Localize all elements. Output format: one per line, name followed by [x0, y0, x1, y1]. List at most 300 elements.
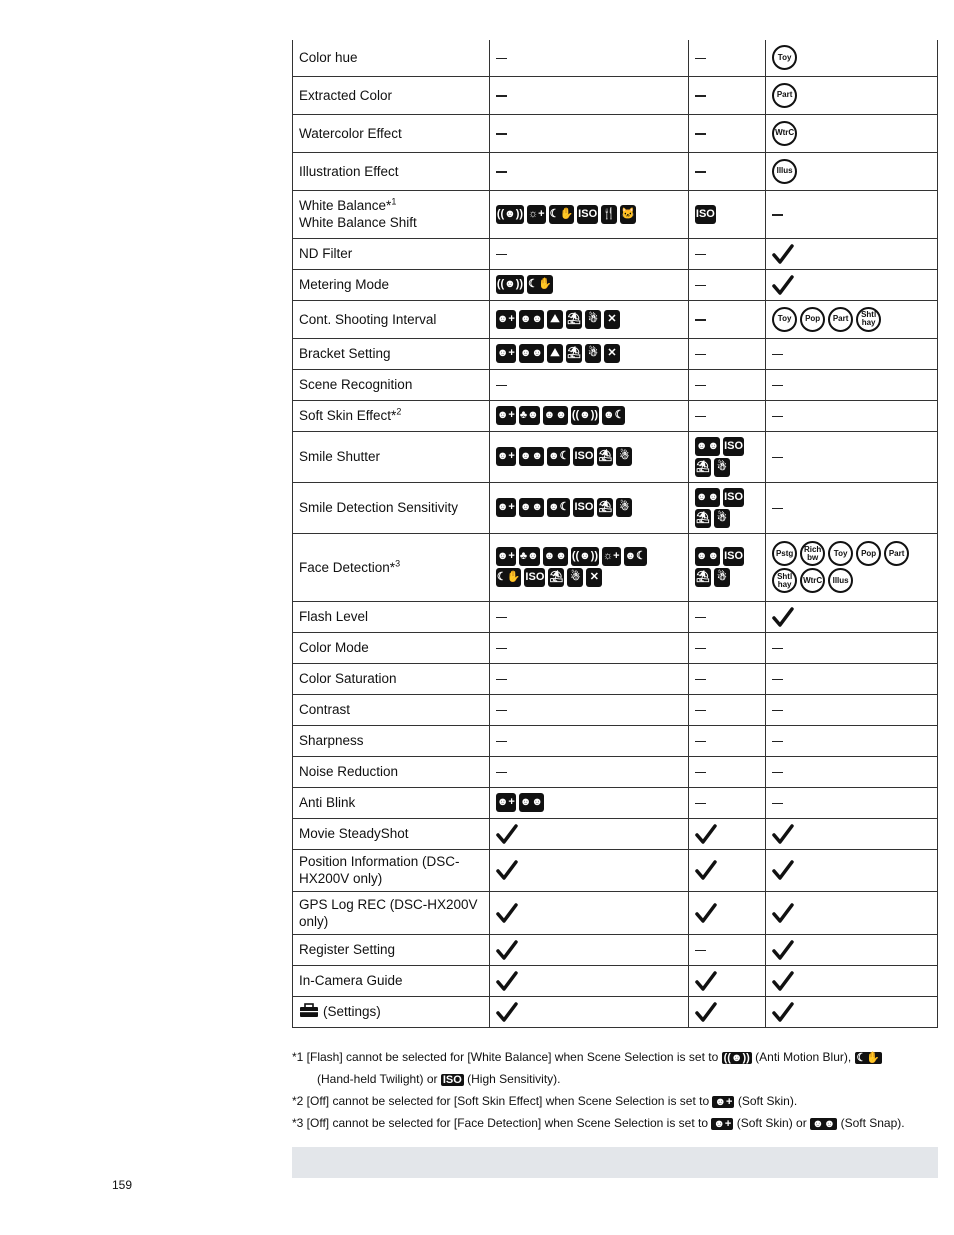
- availability-cell: [766, 694, 938, 725]
- mode-icon-list: [695, 547, 759, 587]
- effect-mode-icon: Part: [884, 541, 909, 566]
- not-available-dash: [496, 133, 507, 135]
- check-icon: [496, 941, 518, 956]
- availability-cell: [688, 482, 765, 533]
- not-available-dash: [772, 508, 783, 510]
- scene-mode-icon: 🍴: [601, 205, 617, 224]
- scene-mode-icon: 🐱: [620, 205, 636, 224]
- mode-icon-list: [496, 406, 668, 425]
- setting-label: Flash Level: [299, 609, 369, 624]
- setting-name: [293, 269, 490, 300]
- setting-name: [293, 338, 490, 369]
- setting-label: ND Filter: [299, 246, 353, 261]
- scene-mode-icon: ☻+: [496, 793, 516, 812]
- availability-cell: [489, 996, 688, 1027]
- table-row: [293, 190, 938, 238]
- check-icon: [695, 1003, 717, 1018]
- page-number: 159: [112, 1178, 133, 1192]
- setting-label: Register Setting: [299, 942, 396, 957]
- mode-icon-list: [695, 437, 759, 477]
- check-icon: [772, 825, 794, 840]
- scene-mode-icon: ☻☻: [519, 793, 544, 812]
- setting-name: [293, 482, 490, 533]
- not-available-dash: [496, 772, 507, 774]
- not-available-dash: [695, 617, 706, 619]
- scene-mode-icon: ISO: [723, 437, 744, 456]
- not-available-dash: [695, 133, 706, 135]
- not-available-dash: [695, 679, 706, 681]
- availability-cell: [766, 934, 938, 965]
- availability-cell: [688, 300, 765, 338]
- check-icon: [695, 904, 717, 919]
- effect-mode-icon: Toy: [772, 45, 797, 70]
- availability-cell: [688, 818, 765, 849]
- scene-mode-icon: ☻☾: [602, 406, 625, 425]
- scene-mode-icon: ☻☻: [543, 547, 568, 566]
- setting-label: Color hue: [299, 50, 358, 66]
- effect-mode-icon: Pstg: [772, 541, 797, 566]
- table-row: [293, 891, 938, 934]
- footnote-ref: 1: [391, 196, 397, 207]
- availability-cell: [489, 849, 688, 891]
- not-available-dash: [772, 772, 783, 774]
- availability-cell: [688, 76, 765, 114]
- scene-mode-icon: ☻☻: [543, 406, 568, 425]
- setting-name: [293, 190, 490, 238]
- check-icon: [772, 245, 794, 260]
- setting-name: [293, 40, 490, 76]
- availability-cell: [489, 533, 688, 601]
- setting-name: [293, 369, 490, 400]
- setting-label: Smile Detection Sensitivity: [299, 500, 459, 515]
- setting-label: GPS Log REC (DSC-HX200V only): [299, 896, 478, 929]
- availability-cell: [766, 431, 938, 482]
- availability-cell: [688, 663, 765, 694]
- availability-cell: [688, 152, 765, 190]
- availability-cell: [766, 663, 938, 694]
- not-available-dash: [772, 648, 783, 650]
- availability-cell: [766, 190, 938, 238]
- table-row: [293, 76, 938, 114]
- availability-cell: [766, 818, 938, 849]
- table-row: [293, 663, 938, 694]
- setting-label: Bracket Setting: [299, 346, 391, 361]
- not-available-dash: [695, 416, 706, 418]
- check-icon: [695, 972, 717, 987]
- setting-name: [293, 818, 490, 849]
- setting-label: White Balance*: [299, 198, 392, 213]
- mode-icon-list: [695, 205, 759, 224]
- availability-cell: [489, 601, 688, 632]
- scene-mode-icon: ⛱: [597, 447, 613, 466]
- availability-cell: [688, 965, 765, 996]
- scene-mode-icon: ⛱: [695, 509, 711, 528]
- scene-mode-icon: ⛱: [566, 344, 582, 363]
- mode-icon-list: [772, 83, 931, 108]
- mode-icon-list: [772, 307, 931, 332]
- check-icon: [496, 904, 518, 919]
- setting-label: White Balance Shift: [299, 215, 417, 230]
- availability-cell: [489, 934, 688, 965]
- availability-cell: [489, 756, 688, 787]
- setting-label: Soft Skin Effect*: [299, 408, 397, 423]
- availability-cell: [489, 369, 688, 400]
- availability-cell: [688, 787, 765, 818]
- not-available-dash: [695, 950, 706, 952]
- check-icon: [772, 1003, 794, 1018]
- effect-mode-icon: Shtl hay: [856, 307, 881, 332]
- scene-mode-icon: ☻☾: [547, 447, 570, 466]
- availability-cell: [688, 400, 765, 431]
- availability-cell: [688, 632, 765, 663]
- scene-mode-icon: ISO: [577, 205, 598, 224]
- availability-cell: [688, 338, 765, 369]
- check-icon: [772, 941, 794, 956]
- check-icon: [772, 904, 794, 919]
- availability-cell: [766, 965, 938, 996]
- soft-snap-icon: ☻☻: [812, 1118, 836, 1130]
- setting-label: Watercolor Effect: [299, 125, 402, 141]
- mode-icon-list: [772, 45, 931, 70]
- scene-mode-icon: ☃: [567, 568, 583, 587]
- availability-cell: [688, 996, 765, 1027]
- availability-cell: [688, 533, 765, 601]
- footnote-ref: 2: [396, 406, 402, 417]
- setting-name: [293, 756, 490, 787]
- scene-mode-icon: ☻☻: [695, 488, 720, 507]
- setting-label: Position Information (DSC-HX200V only): [299, 854, 460, 886]
- not-available-dash: [496, 648, 507, 650]
- mode-icon-list: [496, 793, 668, 812]
- effect-mode-icon: Part: [772, 83, 797, 108]
- availability-cell: [688, 934, 765, 965]
- scene-mode-icon: ☃: [616, 447, 632, 466]
- setting-name: [293, 601, 490, 632]
- availability-cell: [688, 190, 765, 238]
- setting-label: Cont. Shooting Interval: [299, 311, 437, 327]
- scene-mode-icon: ☻+: [496, 498, 516, 517]
- scene-mode-icon: ☻☾: [624, 547, 647, 566]
- setting-label: Extracted Color: [299, 87, 393, 103]
- mode-icon-list: [496, 547, 668, 587]
- scene-mode-icon: ISO: [573, 498, 594, 517]
- not-available-dash: [496, 617, 507, 619]
- not-available-dash: [496, 254, 507, 256]
- setting-name: [293, 787, 490, 818]
- table-row: [293, 152, 938, 190]
- check-icon: [772, 608, 794, 623]
- scene-mode-icon: ((☻)): [496, 205, 524, 224]
- setting-label: Movie SteadyShot: [299, 826, 409, 841]
- availability-cell: [489, 694, 688, 725]
- availability-cell: [489, 891, 688, 934]
- scene-mode-icon: ⛰: [547, 310, 563, 329]
- table-row: [293, 787, 938, 818]
- effect-mode-icon: Illus: [772, 159, 797, 184]
- scene-mode-icon: ☻+: [496, 406, 516, 425]
- availability-cell: [766, 152, 938, 190]
- not-available-dash: [695, 710, 706, 712]
- scene-mode-icon: ISO: [695, 205, 716, 224]
- scene-mode-icon: ((☻)): [571, 406, 599, 425]
- table-row: [293, 431, 938, 482]
- setting-name: [293, 849, 490, 891]
- scene-mode-icon: ☻☻: [519, 498, 544, 517]
- not-available-dash: [695, 803, 706, 805]
- scene-mode-icon: ⛱: [548, 568, 564, 587]
- setting-name: [293, 431, 490, 482]
- scene-mode-icon: ⛱: [566, 310, 582, 329]
- availability-cell: [489, 40, 688, 76]
- availability-cell: [489, 238, 688, 269]
- availability-cell: [766, 996, 938, 1027]
- effect-mode-icon: Pop: [800, 307, 825, 332]
- scene-mode-icon: ✕: [604, 344, 620, 363]
- scene-mode-icon: ☻+: [496, 447, 516, 466]
- table-row: [293, 996, 938, 1027]
- check-icon: [496, 862, 518, 877]
- setting-name: [293, 632, 490, 663]
- effect-mode-icon: Pop: [856, 541, 881, 566]
- availability-cell: [489, 338, 688, 369]
- not-available-dash: [496, 710, 507, 712]
- not-available-dash: [695, 385, 706, 387]
- effect-mode-icon: Shtl hay: [772, 568, 797, 593]
- table-row: [293, 269, 938, 300]
- mode-icon-list: [695, 488, 759, 528]
- not-available-dash: [772, 214, 783, 216]
- availability-cell: [688, 114, 765, 152]
- availability-cell: [766, 238, 938, 269]
- setting-name: [293, 400, 490, 431]
- setting-label: Face Detection*: [299, 559, 396, 575]
- high-sensitivity-icon: ISO: [442, 1074, 462, 1086]
- scene-mode-icon: ☻☻: [519, 310, 544, 329]
- table-row: [293, 533, 938, 601]
- availability-cell: [489, 663, 688, 694]
- effect-mode-icon: Toy: [772, 307, 797, 332]
- setting-label: Smile Shutter: [299, 449, 381, 464]
- setting-label: Sharpness: [299, 733, 364, 748]
- availability-cell: [489, 76, 688, 114]
- effect-mode-icon: WtrC: [772, 121, 797, 146]
- scene-mode-icon: ☃: [714, 509, 730, 528]
- not-available-dash: [772, 416, 783, 418]
- availability-cell: [489, 787, 688, 818]
- scene-mode-icon: ⛱: [695, 568, 711, 587]
- table-row: [293, 756, 938, 787]
- setting-name: [293, 76, 490, 114]
- setting-name: [293, 891, 490, 934]
- not-available-dash: [695, 285, 706, 287]
- table-row: [293, 725, 938, 756]
- table-row: [293, 400, 938, 431]
- availability-cell: [489, 300, 688, 338]
- availability-cell: [688, 694, 765, 725]
- availability-cell: [489, 400, 688, 431]
- mode-icon-list: [496, 344, 668, 363]
- availability-cell: [688, 431, 765, 482]
- scene-mode-icon: ☻☻: [519, 344, 544, 363]
- setting-label: Scene Recognition: [299, 377, 413, 392]
- scene-mode-icon: ☻+: [496, 344, 516, 363]
- scene-mode-icon: ISO: [524, 568, 545, 587]
- setting-label: In-Camera Guide: [299, 973, 403, 988]
- table-row: [293, 694, 938, 725]
- effect-mode-icon: Rich bw: [800, 541, 825, 566]
- not-available-dash: [496, 95, 507, 97]
- availability-cell: [766, 300, 938, 338]
- scene-mode-icon: ⛰: [547, 344, 563, 363]
- availability-cell: [766, 76, 938, 114]
- availability-cell: [489, 431, 688, 482]
- setting-name: [293, 934, 490, 965]
- scene-mode-icon: ISO: [723, 488, 744, 507]
- scene-mode-icon: ☃: [714, 458, 730, 477]
- scene-mode-icon: ((☻)): [571, 547, 599, 566]
- not-available-dash: [772, 385, 783, 387]
- availability-cell: [766, 533, 938, 601]
- scene-mode-icon: ☻☻: [695, 437, 720, 456]
- scene-mode-icon: ♣☻: [519, 406, 540, 425]
- not-available-dash: [695, 171, 706, 173]
- mode-icon-list: [496, 447, 668, 466]
- setting-label: Metering Mode: [299, 277, 390, 292]
- not-available-dash: [496, 679, 507, 681]
- availability-cell: [766, 400, 938, 431]
- not-available-dash: [772, 457, 783, 459]
- scene-mode-icon: ⛱: [695, 458, 711, 477]
- setting-name: [293, 533, 490, 601]
- check-icon: [772, 276, 794, 291]
- table-row: [293, 632, 938, 663]
- table-row: [293, 965, 938, 996]
- setting-name: [293, 300, 490, 338]
- footnote-ref: 3: [395, 558, 401, 568]
- availability-cell: [766, 787, 938, 818]
- availability-cell: [688, 269, 765, 300]
- scene-mode-icon: ☼+: [527, 205, 546, 224]
- scene-mode-icon: ISO: [723, 547, 744, 566]
- not-available-dash: [772, 710, 783, 712]
- not-available-dash: [695, 95, 706, 97]
- footnote-2: *2 [Off] cannot be selected for [Soft Skin Effect] when Scene Selection is set to ☻+ (Soft Skin).: [292, 1094, 798, 1108]
- scene-mode-icon: ♣☻: [519, 547, 540, 566]
- mode-icon-list: [496, 310, 668, 329]
- table-row: [293, 849, 938, 891]
- availability-cell: [489, 114, 688, 152]
- effect-mode-icon: Part: [828, 307, 853, 332]
- not-available-dash: [695, 354, 706, 356]
- not-available-dash: [772, 741, 783, 743]
- table-row: [293, 238, 938, 269]
- scene-mode-icon: ☻☻: [695, 547, 720, 566]
- scene-mode-icon: ☾✋: [549, 205, 575, 224]
- not-available-dash: [496, 58, 507, 60]
- setting-name: [293, 996, 490, 1027]
- not-available-dash: [496, 171, 507, 173]
- scene-mode-icon: ⛱: [597, 498, 613, 517]
- setting-name: [293, 152, 490, 190]
- settings-compatibility-table: [292, 40, 938, 1028]
- not-available-dash: [695, 319, 706, 321]
- effect-mode-icon: Illus: [828, 568, 853, 593]
- scene-mode-icon: ✕: [604, 310, 620, 329]
- not-available-dash: [695, 254, 706, 256]
- availability-cell: [489, 818, 688, 849]
- availability-cell: [766, 369, 938, 400]
- availability-cell: [489, 269, 688, 300]
- table-row: [293, 300, 938, 338]
- availability-cell: [688, 601, 765, 632]
- check-icon: [496, 972, 518, 987]
- not-available-dash: [496, 385, 507, 387]
- mode-icon-list: [772, 541, 931, 593]
- availability-cell: [766, 269, 938, 300]
- table-row: [293, 369, 938, 400]
- hand-held-twilight-icon: ☾✋: [856, 1052, 881, 1064]
- setting-label: Color Saturation: [299, 671, 397, 686]
- not-available-dash: [772, 354, 783, 356]
- mode-icon-list: [496, 205, 668, 224]
- setting-label: (Settings): [323, 1004, 381, 1019]
- availability-cell: [766, 601, 938, 632]
- footnote-1: *1 [Flash] cannot be selected for [White Balance] when Scene Selection is set to ((☻)) (Anti Motion Blur), ☾✋: [292, 1050, 881, 1064]
- not-available-dash: [695, 648, 706, 650]
- availability-cell: [688, 756, 765, 787]
- check-icon: [695, 862, 717, 877]
- availability-cell: [766, 849, 938, 891]
- availability-cell: [766, 891, 938, 934]
- toolbox-icon: [299, 1004, 323, 1019]
- scene-mode-icon: ☼+: [602, 547, 621, 566]
- setting-name: [293, 965, 490, 996]
- setting-label: Noise Reduction: [299, 764, 399, 779]
- check-icon: [496, 825, 518, 840]
- not-available-dash: [695, 741, 706, 743]
- scene-mode-icon: ☃: [616, 498, 632, 517]
- availability-cell: [766, 114, 938, 152]
- table-row: [293, 818, 938, 849]
- not-available-dash: [772, 679, 783, 681]
- scene-mode-icon: ☾✋: [496, 568, 522, 587]
- footnote-3: *3 [Off] cannot be selected for [Face Detection] when Scene Selection is set to ☻+ (Soft Skin) or ☻☻ (Soft Snap).: [292, 1116, 905, 1130]
- anti-motion-blur-icon: ((☻)): [723, 1052, 750, 1064]
- availability-cell: [688, 369, 765, 400]
- section-bar: [292, 1147, 938, 1178]
- scene-mode-icon: ☻+: [496, 310, 516, 329]
- scene-mode-icon: ISO: [573, 447, 594, 466]
- availability-cell: [489, 965, 688, 996]
- availability-cell: [489, 482, 688, 533]
- setting-label: Anti Blink: [299, 795, 356, 810]
- footnote-1-cont: (Hand-held Twilight) or ISO (High Sensitivity).: [317, 1072, 561, 1086]
- table-row: [293, 40, 938, 76]
- scene-mode-icon: ☃: [714, 568, 730, 587]
- availability-cell: [489, 152, 688, 190]
- setting-name: [293, 238, 490, 269]
- check-icon: [695, 825, 717, 840]
- scene-mode-icon: ☃: [585, 344, 601, 363]
- table-row: [293, 114, 938, 152]
- effect-mode-icon: Toy: [828, 541, 853, 566]
- availability-cell: [766, 756, 938, 787]
- not-available-dash: [772, 803, 783, 805]
- not-available-dash: [695, 58, 706, 60]
- table-row: [293, 482, 938, 533]
- availability-cell: [489, 190, 688, 238]
- soft-skin-icon: ☻+: [713, 1118, 732, 1130]
